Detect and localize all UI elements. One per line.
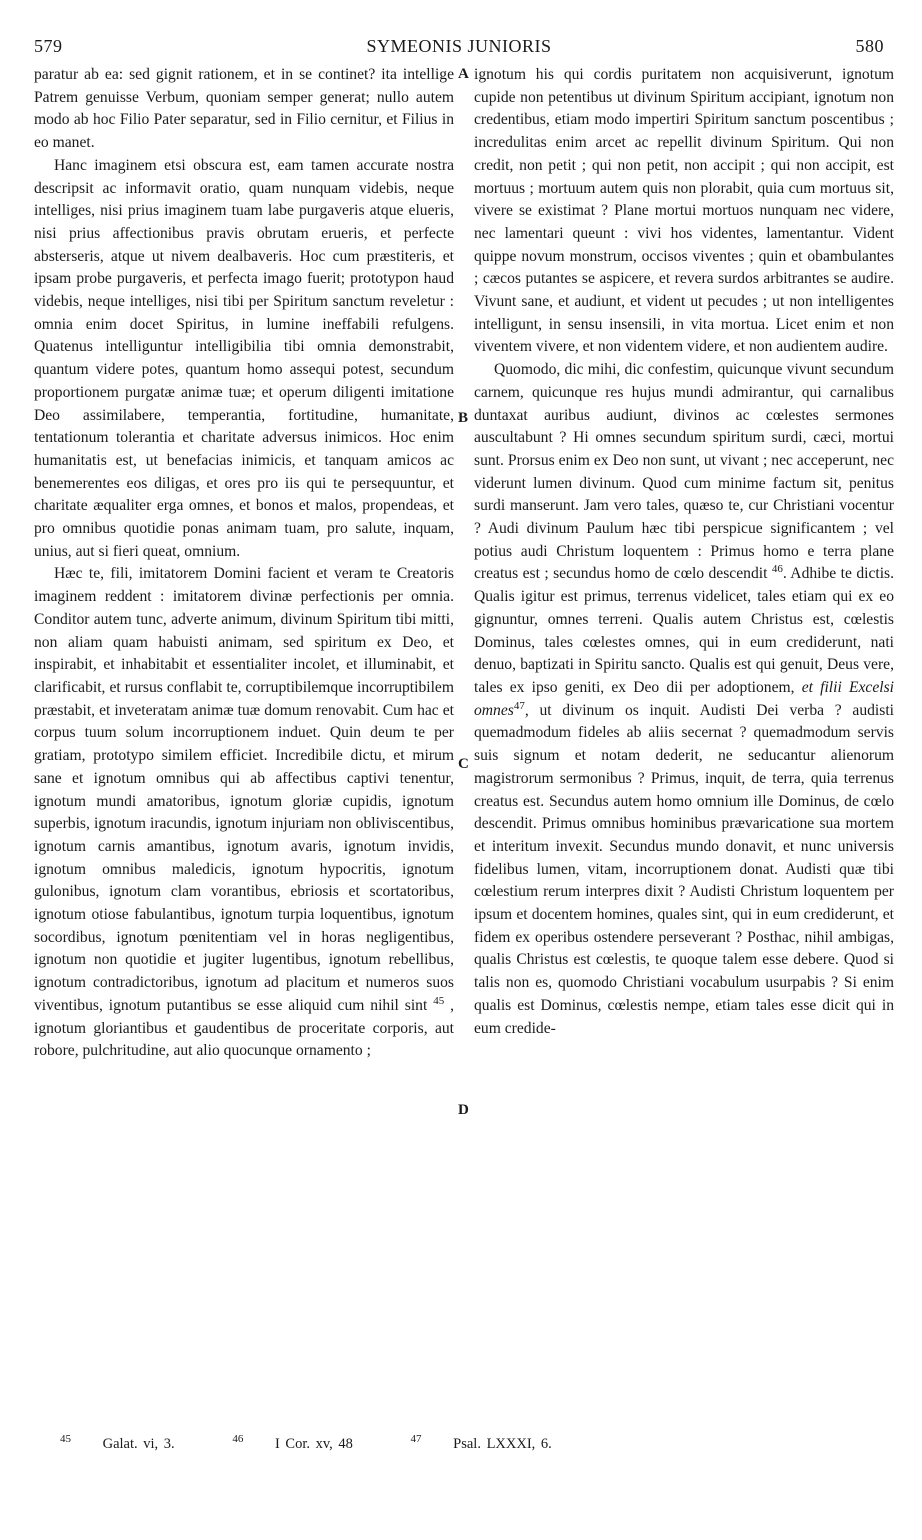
- page-header: [34, 36, 884, 62]
- footnote-number: 47: [410, 1433, 422, 1446]
- margin-marker-d: D: [458, 1102, 469, 1118]
- footnote: [232, 1433, 379, 1452]
- paragraph: [34, 563, 454, 1062]
- margin-marker-c: C: [458, 756, 469, 772]
- left-column: [34, 64, 454, 1063]
- right-column: [474, 64, 894, 1040]
- footnote-number: 46: [232, 1433, 244, 1446]
- paragraph: Hanc imaginem etsi obscura est, eam tamen accurate nostra descripsit ac informavit oratio, quam nunquam videbis, neque intelliges, nisi prius imaginem tuam labe purgaveris atque elueris, nisi prius affectionibus pravis obrutam erueris, et perfecte absterseris, atque ut nivem dealbaveris. Hoc cum præstiteris, et ipsam probe purgaveris, et perfecta imago fuerit; prototypon haud videbis, neque intelliges, nisi tibi per Spiritum sanctum reveletur : omnia enim docet Spiritus, in lumine ineffabili refulgens. Quatenus intelliguntur intelligibilia tibi omnia demonstrabit, quantum videre potes, quantum homo assequi potest, secundum proportionem purgatæ animæ tuæ; et operum diligenti imitatione Deo assimilabere, temperantia, fortitudine, humanitate, tentationum tolerantia et charitate adversus inimicos. Hoc enim humanitatis est, ut benefacias inimicis, et tanquam amicos ac benemerentes eos diligas, et ores pro iis qui te persequuntur, et charitate æqualiter erga omnes, et bonos et malos, propendeas, et pro omnibus quotidie ponas animam tuam, pro salute, inquam, unius, aut si fieri queat, omnium.: [34, 156, 454, 560]
- page-number-left: 579: [34, 36, 63, 56]
- paragraph-text: Hæc te, fili, imitatorem Domini facient et veram te Creatoris imaginem reddent : imitatorem divinæ perfectionis per omnia. Conditor autem tunc, adverte animum, divinum Spiritum tibi mitti, non aliam quam habuisti animam, sed spiritum ex Deo, et inspirabit, et inhabitabit et essentialiter incolet, et illuminabit, et clarificabit, et rursus conflabit te, corruptibilemque incorruptibilem præstabit, et inveteratam animæ tuæ domum renovabit. Cum hac et corpus tuum solum incorruptionem induet. Quin deum te per gratiam, prototypo similem efficiet. Incredibile dictu, et mirum sane et ignotum omnibus qui ab affectibus captivi tenentur, ignotum mundi amatoribus, ignotum gloriæ cupidis, ignotum superbis, ignotum iracundis, ignotum injuriam non obliviscentibus, ignotum carnis amantibus, ignotum avaris, ignotum invidis, ignotum omnibus maledicis, ignotum hypocritis, ignotum gulonibus, ignotum clam vorantibus, ebriosis et scortatoribus, ignotum otiose fabulantibus, ignotum turpia loquentibus, ignotum socordibus, ignotum pœnitentiam vel in horas negligentibus, ignotum non quotidie et jugiter lugentibus, ignotum rebellibus, ignotum contradictoribus, ignotum ad placitum et numeros suos viventibus, ignotum putantibus se esse aliquid cum nihil sint: [34, 565, 454, 1014]
- footnote-text: Galat. vi, 3.: [102, 1436, 175, 1452]
- italic-quote: et filii Excelsi omnes: [474, 678, 894, 719]
- running-title: SYMEONIS JUNIORIS: [366, 36, 552, 56]
- footnote-ref: 45: [433, 994, 445, 1007]
- paragraph: ignotum his qui cordis puritatem non acquisiverunt, ignotum cupide non petentibus ut divinum Spiritum accipiant, ignotum non credentibus, etiam modo impertiri Spiritum sanctum poscentibus ; incredulitas enim arcet ac repellit divinum Spiritum. Qui non credit, non petit ; qui non petit, non accipit ; qui non accipit, est mortuus ; mortuum autem quis non plorabit, quia cum mortuus sit, vivere se existimat ? Plane mortui mortuos nunquam nec videre, nec lamentari queunt : vivi hos videntes, lamentantur. Vident quippe novum monstrum, occisos viventes ; quin et obambulantes ; cæcos putantes se aspicere, et revera surdos arbitrantes se audire. Vivunt sane, et audiunt, et vident ut pecudes ; ut non intelligentes intelligunt, in sensu insensili, in vita mortua. Licet enim et non viventem vivere, et non videntem videre, et non audientem audire.: [474, 66, 894, 356]
- footnote-text: Psal. LXXXI, 6.: [453, 1436, 552, 1452]
- paragraph-text: , ignotum gloriantibus et gaudentibus de proceritate corporis, aut robore, pulchritudine, aut alio quocunque ornamento ;: [34, 996, 455, 1060]
- footnote-number: 45: [60, 1433, 71, 1446]
- paragraph-text: , ut divinum os inquit. Audisti Dei verba ? audisti quemadmodum fideles ab aliis secernat ? quemadmodum servis suis signum et notam dederit, ne seducantur alienorum magistrorum sermonibus ? Primus, inquit, de terra, quia terrenus creatus est. Secundus autem homo omnium ille Dominus, de cœlo descendit. Primus omnibus hominibus prævaricatione sua mortem et interitum invexit. Secundus mundo donavit, et nunc universis fidelibus lumen, vitam, incorruptionem donat. Audisti quæ tibi cœlestium rerum interpres dixit ? Audisti Christum loquentem per ipsum et docentem homines, quales sint, qui in eum crediderunt, et fidem ex operibus ostendere perseverant ? Posthac, nihil ambigas, qualis Christus est cœlestis, te quoque talem esse debere. Quod si talis non es, quomodo Christiani vocabulum usurpabis ? Si enim qualis est Dominus, cœlestis nempe, etiam tales esse dicit qui in eum credide-: [474, 701, 894, 1037]
- margin-marker-a: A: [458, 66, 469, 82]
- paragraph-text: Quomodo, dic mihi, dic confestim, quicunque vivunt secundum carnem, quicunque res hujus mundi admirantur, qui carnalibus duntaxat auribus audiunt, divinos ac cœlestes sermones auscultabunt ? Hi omnes secundum spiritum surdi, cæci, mortui sunt. Prorsus enim ex Deo non sunt, ut vivant ; nec acceperunt, nec viderunt lumen divinum. Quod cum minime factum sit, penitus surdi manserunt. Jam vero tales, quæso te, cur Christiani vocentur ? Audi divinum Paulum hæc tibi perspicue significantem ; vel potius audi Christum loquentem : Primus homo e terra plane creatus est ; secundus homo de cœlo descendit: [474, 361, 894, 583]
- footnotes: [60, 1433, 604, 1453]
- footnote-ref: 46: [771, 563, 783, 576]
- margin-marker-b: B: [458, 410, 469, 426]
- paragraph: [474, 359, 894, 1040]
- paragraph-text: . Adhibe te dictis. Qualis igitur est primus, terrenus videlicet, tales etiam qui ex eo gignuntur, omnes terreni. Qualis autem Christus est, cœlestis Dominus, tales cœlestes omnes, qui in eum crediderunt, nati denuo, baptizati in Spiritu sancto. Qualis est qui genuit, Deus vere, tales ex ipso geniti, ex Deo dii per adoptionem,: [474, 565, 895, 696]
- page-number-right: 580: [855, 36, 884, 56]
- footnote: [60, 1433, 201, 1452]
- paragraph: paratur ab ea: sed gignit rationem, et in se continet? ita intellige Patrem genuisse Verbum, quoniam semper generat; nullo autem modo ab hoc Filio Pater separatur, sed in Filio cernitur, et Filius in eo manet.: [34, 66, 454, 152]
- footnote: [410, 1433, 578, 1452]
- footnote-ref: 47: [513, 699, 525, 712]
- footnote-text: I Cor. xv, 48: [274, 1436, 353, 1452]
